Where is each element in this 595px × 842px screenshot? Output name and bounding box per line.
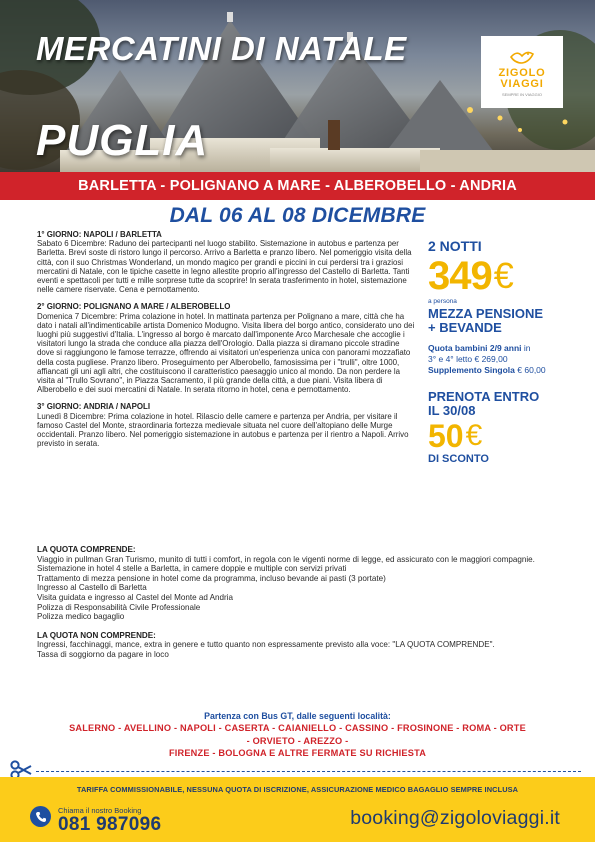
day-text: Sabato 6 Dicembre: Raduno dei partecipanti nel luogo stabilito. Sistemazione in autobus e partenza per Barletta. Brevi soste di ristoro lungo il percorso. Arrivo a Barletta e pranzo libero. Nel pomeriggio visita della città, con il suo Christmas Wonderland, un mondo magico per grandi e piccini in cui perdersi tra i graziosi mercatini di Natale, con le tipiche casette in legno allestite proprio all'ingresso del Castello di Barletta. Tanti eventi e spettacoli per tutti e mille sorprese tutte da scoprire! In serata trasferimento in hotel, sistemazione nelle camere riservate. Cena e pernottamento. (37, 239, 412, 295)
board-line-2: + BEVANDE (428, 320, 502, 335)
hero-region: PUGLIA (36, 116, 209, 165)
disclaimer: TARIFFA COMMISSIONABILE, NESSUNA QUOTA DI ISCRIZIONE, ASSICURAZIONE MEDICO BAGAGLIO SEMPRE INCLUSA (76, 785, 519, 794)
email-link[interactable]: booking@zigoloviaggi.it (350, 807, 560, 829)
kids-pricing (428, 343, 588, 376)
board-type (428, 307, 588, 335)
exclude-item: Ingressi, facchinaggi, mance, extra in genere e tutto quanto non espressamente previsto alla voce: "LA QUOTA COMPRENDE". (37, 640, 495, 650)
itinerary-day-1 (37, 230, 417, 294)
include-item: Viaggio in pullman Gran Turismo, munito di tutti i comfort, in regola con le vigenti norme di legge, ed assicurato con le maggiori compagnie. (37, 554, 535, 564)
cut-line (36, 771, 581, 772)
day-text: Domenica 7 Dicembre: Prima colazione in hotel. In mattinata partenza per Polignano a mare, città che ha dato i natali all'indimenticabile artista Domenico Modugno. Visita libera del borgo antico, considerato uno dei luoghi più suggestivi d'Italia. L'ingresso al borgo è marcato dall'imponente Arco Marchesale che accoglie i visitatori lungo la strada che conduce alla piazza dell'Orologio. Dalla piazza si diramano piccole stradine dove si raggiungono le famose terrazze, offrendo ai visitatori un'esperienza unica con panorami mozzafiato della costa pugliese. Pranzo libero. Proseguimento per Alberobello, famosissima per i "trulli", oltre 1000, affiancati gli uni agli altri, che costituiscono il caratteristico paesaggio unico al mondo. Da non perdere la visita al "Trullo Sovrano", in Piazza Sacramento, il più grande della città, a due piani. Visita libera di Alberobello e dei suoi mercatini di Natale. In serata ritorno in hotel, cena e pernottamento. (37, 311, 415, 395)
include-item: Ingresso al Castello di Barletta (37, 583, 147, 593)
includes-title: LA QUOTA COMPRENDE: (37, 545, 136, 554)
board-line-1: MEZZA PENSIONE (428, 306, 544, 321)
itinerary-day-2 (37, 302, 417, 394)
departure-cities-line-3: FIRENZE - BOLOGNA E ALTRE FERMATE SU RICHIESTA (168, 748, 427, 758)
euro-icon: € (493, 255, 514, 296)
departures (55, 711, 540, 760)
day-title: 2° GIORNO: POLIGNANO A MARE / ALBEROBELLO (37, 302, 231, 312)
day-title: 1° GIORNO: NAPOLI / BARLETTA (37, 230, 162, 239)
kids-in: in (523, 343, 531, 353)
itinerary-day-3 (37, 402, 417, 448)
quota-section (37, 545, 562, 669)
include-item: Polizza medico bagaglio (37, 612, 125, 622)
include-item: Sistemazione in hotel 4 stelle a Barletta, in camere doppie e multiple con servizi privati (37, 564, 347, 574)
exclude-item: Tassa di soggiorno da pagare in loco (37, 649, 169, 659)
route-text: BARLETTA - POLIGNANO A MARE - ALBEROBELLO - ANDRIA (78, 178, 517, 194)
discount-euro-icon: € (465, 419, 483, 452)
quota-excludes (37, 631, 562, 660)
offer-panel (428, 238, 588, 465)
discount-label: DI SCONTO (428, 453, 489, 465)
bird-logo-icon (509, 48, 535, 66)
departures-title: Partenza con Bus GT, dalle seguenti località: (204, 711, 391, 721)
kids-bed-price: 3° e 4° letto € 269,00 (428, 354, 508, 364)
departure-cities-line-2: - ORVIETO - AREZZO - (246, 735, 349, 746)
hero-title: MERCATINI DI NATALE (36, 30, 407, 67)
day-title: 3° GIORNO: ANDRIA / NAPOLI (37, 402, 151, 412)
discount-value: 50 (428, 418, 464, 454)
phone-number[interactable]: 081 987096 (58, 814, 162, 835)
include-item: Polizza di Responsabilità Civile Professionale (37, 602, 201, 612)
day-text: Lunedì 8 Dicembre: Prima colazione in hotel. Rilascio delle camere e partenza per Andria, per visitare il famoso Castel del Monte, straordinaria fortezza medievale situata nel cuore dell'altopiano delle Murge occidentali. Pranzo libero. Nel pomeriggio sistemazione in autobus e partenza per il rientro a Napoli. Arrivo previsto in serata. (37, 411, 409, 449)
quota-includes (37, 545, 562, 622)
price-row (428, 256, 588, 296)
early-line-2: IL 30/08 (428, 403, 476, 418)
price-value: 349 (428, 254, 492, 298)
discount-row (428, 420, 588, 452)
include-item: Trattamento di mezza pensione in hotel come da programma, incluso bevande ai pasti (3 portate) (37, 573, 386, 583)
handset-icon (35, 811, 47, 823)
single-value: € 60,00 (517, 365, 546, 375)
brand-logo[interactable] (481, 36, 563, 108)
departure-cities-line-1: SALERNO - AVELLINO - NAPOLI - CASERTA - CAIANIELLO - CASSINO - FROSINONE - ROMA - ORTE (69, 723, 526, 733)
travel-dates: DAL 06 AL 08 DICEMBRE (169, 204, 426, 227)
early-line-1: PRENOTA ENTRO (428, 389, 540, 404)
include-item: Visita guidata e ingresso al Castel del Monte ad Andria (37, 592, 234, 602)
kids-label: Quota bambini 2/9 anni (428, 343, 522, 353)
single-label: Supplemento Singola (428, 365, 515, 375)
phone-icon[interactable] (30, 806, 51, 827)
logo-text-bottom: VIAGGI (500, 77, 544, 90)
call-label: Chiama il nostro Booking (58, 806, 142, 815)
itinerary (37, 230, 417, 456)
logo-tagline: SEMPRE IN VIAGGIO (501, 91, 542, 97)
excludes-title: LA QUOTA NON COMPRENDE: (37, 630, 156, 640)
per-person-label: a persona (428, 298, 457, 305)
nights-label: 2 NOTTI (428, 238, 482, 254)
hero-banner (0, 0, 595, 172)
footer (0, 777, 595, 842)
logo-text-top: ZIGOLO (498, 66, 546, 79)
early-booking (428, 390, 588, 418)
route-band (0, 172, 595, 200)
